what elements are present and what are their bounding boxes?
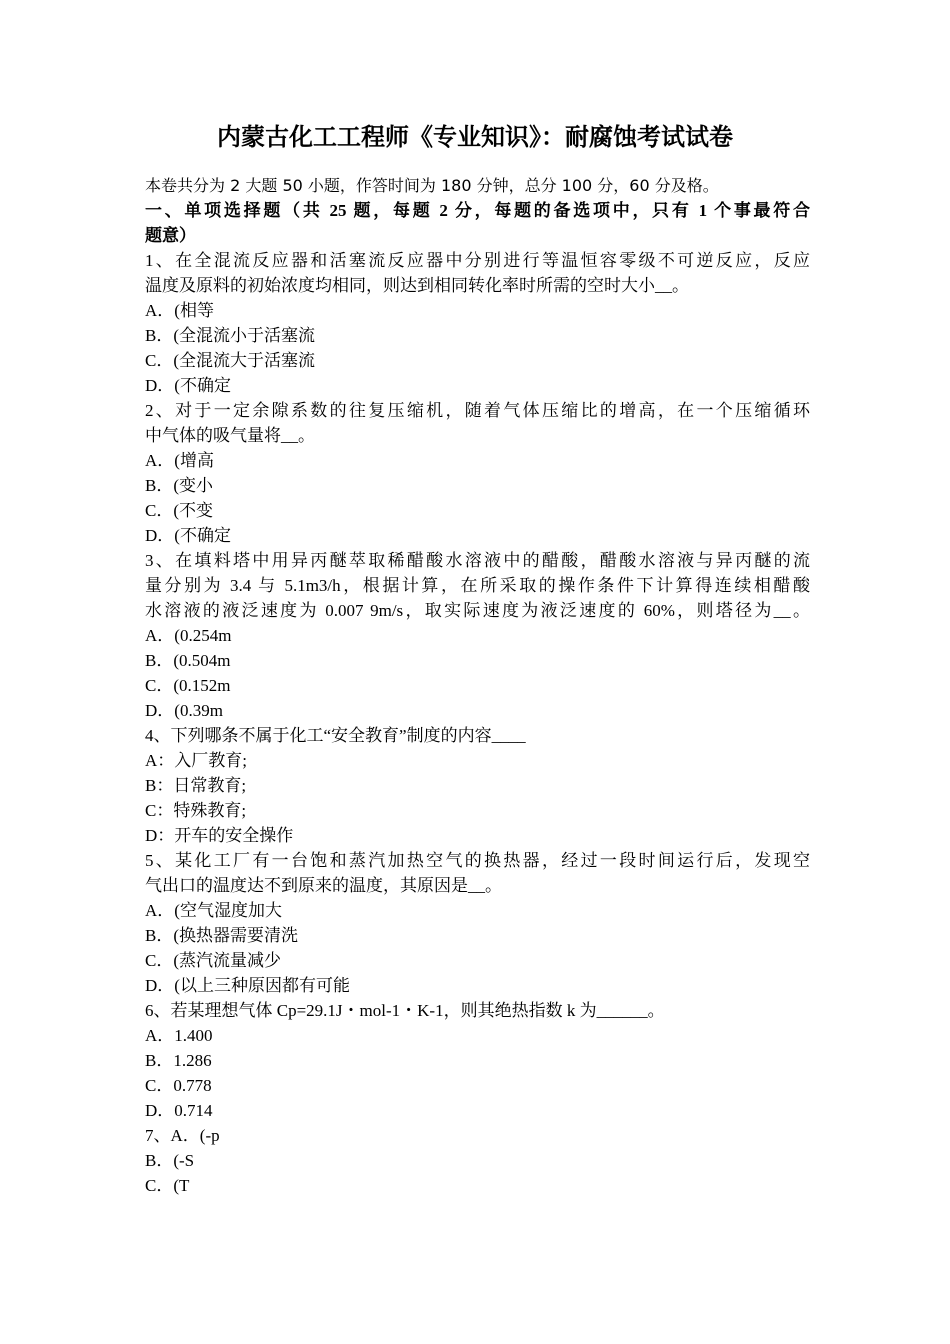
question-stem: 4、下列哪条不属于化工“安全教育”制度的内容____ — [145, 726, 526, 745]
question-stem: 气出口的温度达不到原来的温度，其原因是__。 — [145, 876, 502, 895]
question-stem: 1、在全混流反应器和活塞流反应器中分别进行等温恒容零级不可逆反应，反应 — [145, 251, 810, 270]
question-7 — [145, 1123, 810, 1198]
option-a: A．(0.254m — [145, 626, 232, 645]
question-stem: 6、若某理想气体 Cp=29.1J・mol-1・K-1，则其绝热指数 k 为______。 — [145, 1001, 665, 1020]
option-c: C．(不变 — [145, 501, 213, 520]
option-a: A．(增高 — [145, 451, 214, 470]
option-b: B．(全混流小于活塞流 — [145, 326, 315, 345]
option-b: B．(变小 — [145, 476, 213, 495]
option-a: A：入厂教育; — [145, 751, 247, 770]
option-b: B．(-S — [145, 1151, 195, 1170]
option-b: B：日常教育; — [145, 776, 247, 795]
option-d: D．(不确定 — [145, 526, 231, 545]
question-stem: 5、某化工厂有一台饱和蒸汽加热空气的换热器，经过一段时间运行后，发现空 — [145, 851, 810, 870]
question-1 — [145, 248, 810, 398]
question-stem: 温度及原料的初始浓度均相同，则达到相同转化率时所需的空时大小__。 — [145, 276, 689, 295]
question-4 — [145, 723, 810, 848]
question-stem: 2、对于一定余隙系数的往复压缩机，随着气体压缩比的增高，在一个压缩循环 — [145, 401, 810, 420]
option-c: C．(蒸汽流量减少 — [145, 951, 281, 970]
option-c: C．(全混流大于活塞流 — [145, 351, 315, 370]
question-stem: 7、A．(-p — [145, 1126, 220, 1145]
option-c: C：特殊教育; — [145, 801, 247, 820]
option-c: C．(0.152m — [145, 676, 231, 695]
option-d: D．(不确定 — [145, 376, 231, 395]
question-stem: 水溶液的液泛速度为 0.007 9m/s，取实际速度为液泛速度的 60%，则塔径为__。 — [145, 601, 810, 620]
exam-body — [145, 173, 810, 1198]
option-b: B．(0.504m — [145, 651, 231, 670]
question-2 — [145, 398, 810, 548]
option-b: B．1.286 — [145, 1051, 212, 1070]
question-5 — [145, 848, 810, 998]
exam-intro: 本卷共分为 2 大题 50 小题，作答时间为 180 分钟，总分 100 分，60 分及格。 — [145, 176, 719, 195]
option-a: A．1.400 — [145, 1026, 213, 1045]
option-d: D．(以上三种原因都有可能 — [145, 976, 350, 995]
question-3 — [145, 548, 810, 723]
question-stem: 中气体的吸气量将__。 — [145, 426, 315, 445]
question-stem: 3、在填料塔中用异丙醚萃取稀醋酸水溶液中的醋酸，醋酸水溶液与异丙醚的流 — [145, 551, 810, 570]
option-c: C．(T — [145, 1176, 190, 1195]
question-6 — [145, 998, 810, 1123]
option-d: D：开车的安全操作 — [145, 826, 294, 845]
option-c: C．0.778 — [145, 1076, 212, 1095]
section-heading-cont: 题意） — [145, 226, 196, 245]
section-heading: 一、单项选择题（共 25 题，每题 2 分，每题的备选项中，只有 1 个事最符合 — [145, 201, 810, 220]
option-b: B．(换热器需要清洗 — [145, 926, 298, 945]
option-d: D．0.714 — [145, 1101, 213, 1120]
page-title: 内蒙古化工工程师《专业知识》：耐腐蚀考试试卷 — [217, 122, 733, 151]
option-a: A．(空气湿度加大 — [145, 901, 282, 920]
option-d: D．(0.39m — [145, 701, 223, 720]
question-stem: 量分别为 3.4 与 5.1m3/h，根据计算，在所采取的操作条件下计算得连续相醋酸 — [145, 576, 810, 595]
option-a: A．(相等 — [145, 301, 214, 320]
